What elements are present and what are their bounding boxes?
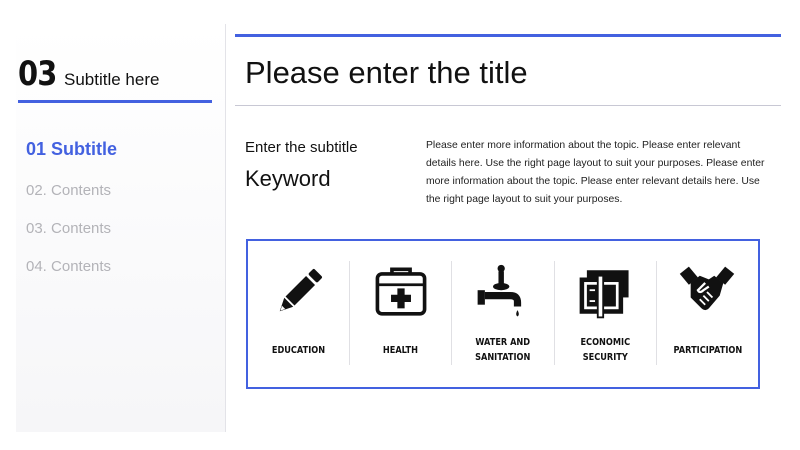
section-number: 03 [18, 54, 57, 94]
icon-cell-water [452, 261, 554, 365]
icon-label-education: EDUCATION [271, 344, 326, 356]
icon-cell-health [350, 261, 452, 365]
section-divider [18, 100, 212, 103]
icon-panel [246, 239, 760, 389]
icon-label-health: HEALTH [383, 344, 419, 356]
icon-cell-education [248, 261, 350, 365]
pencil-icon [268, 263, 330, 321]
icon-label-participation: PARTICIPATION [673, 344, 742, 356]
sidebar-item-contents-4[interactable]: 04. Contents [26, 258, 112, 275]
money-icon [574, 263, 636, 321]
section-subtitle: Subtitle here [64, 70, 160, 89]
main-content [235, 34, 781, 363]
sidebar-item-subtitle[interactable]: 01 Subtitle [26, 139, 118, 159]
icon-cell-economic [555, 261, 657, 365]
sidebar-item-contents-3[interactable]: 03. Contents [26, 220, 112, 237]
section-header [18, 54, 159, 94]
page-title: Please enter the title [245, 55, 528, 90]
intro-subtitle: Enter the subtitle [245, 139, 358, 156]
handshake-icon [676, 263, 738, 321]
icon-cell-participation [657, 261, 758, 365]
title-divider [235, 105, 781, 106]
top-accent-bar [235, 34, 781, 37]
water-tap-icon [472, 263, 534, 321]
sidebar [16, 24, 226, 432]
sidebar-menu [26, 134, 117, 290]
icon-label-economic: ECONOMIC SECURITY [580, 337, 631, 363]
medical-kit-icon [370, 263, 432, 321]
intro-keyword: Keyword [245, 166, 331, 191]
description-text: Please enter more information about the topic. Please enter relevant details here. Use the right page layout to suit your purposes. Please enter more information about the topic. Please enter relevant details here. Use the right page layout to suit your purposes. [426, 140, 765, 205]
intro-block [245, 139, 358, 192]
icon-label-water: WATER AND SANITATION [475, 337, 531, 363]
sidebar-item-contents-2[interactable]: 02. Contents [26, 182, 112, 199]
